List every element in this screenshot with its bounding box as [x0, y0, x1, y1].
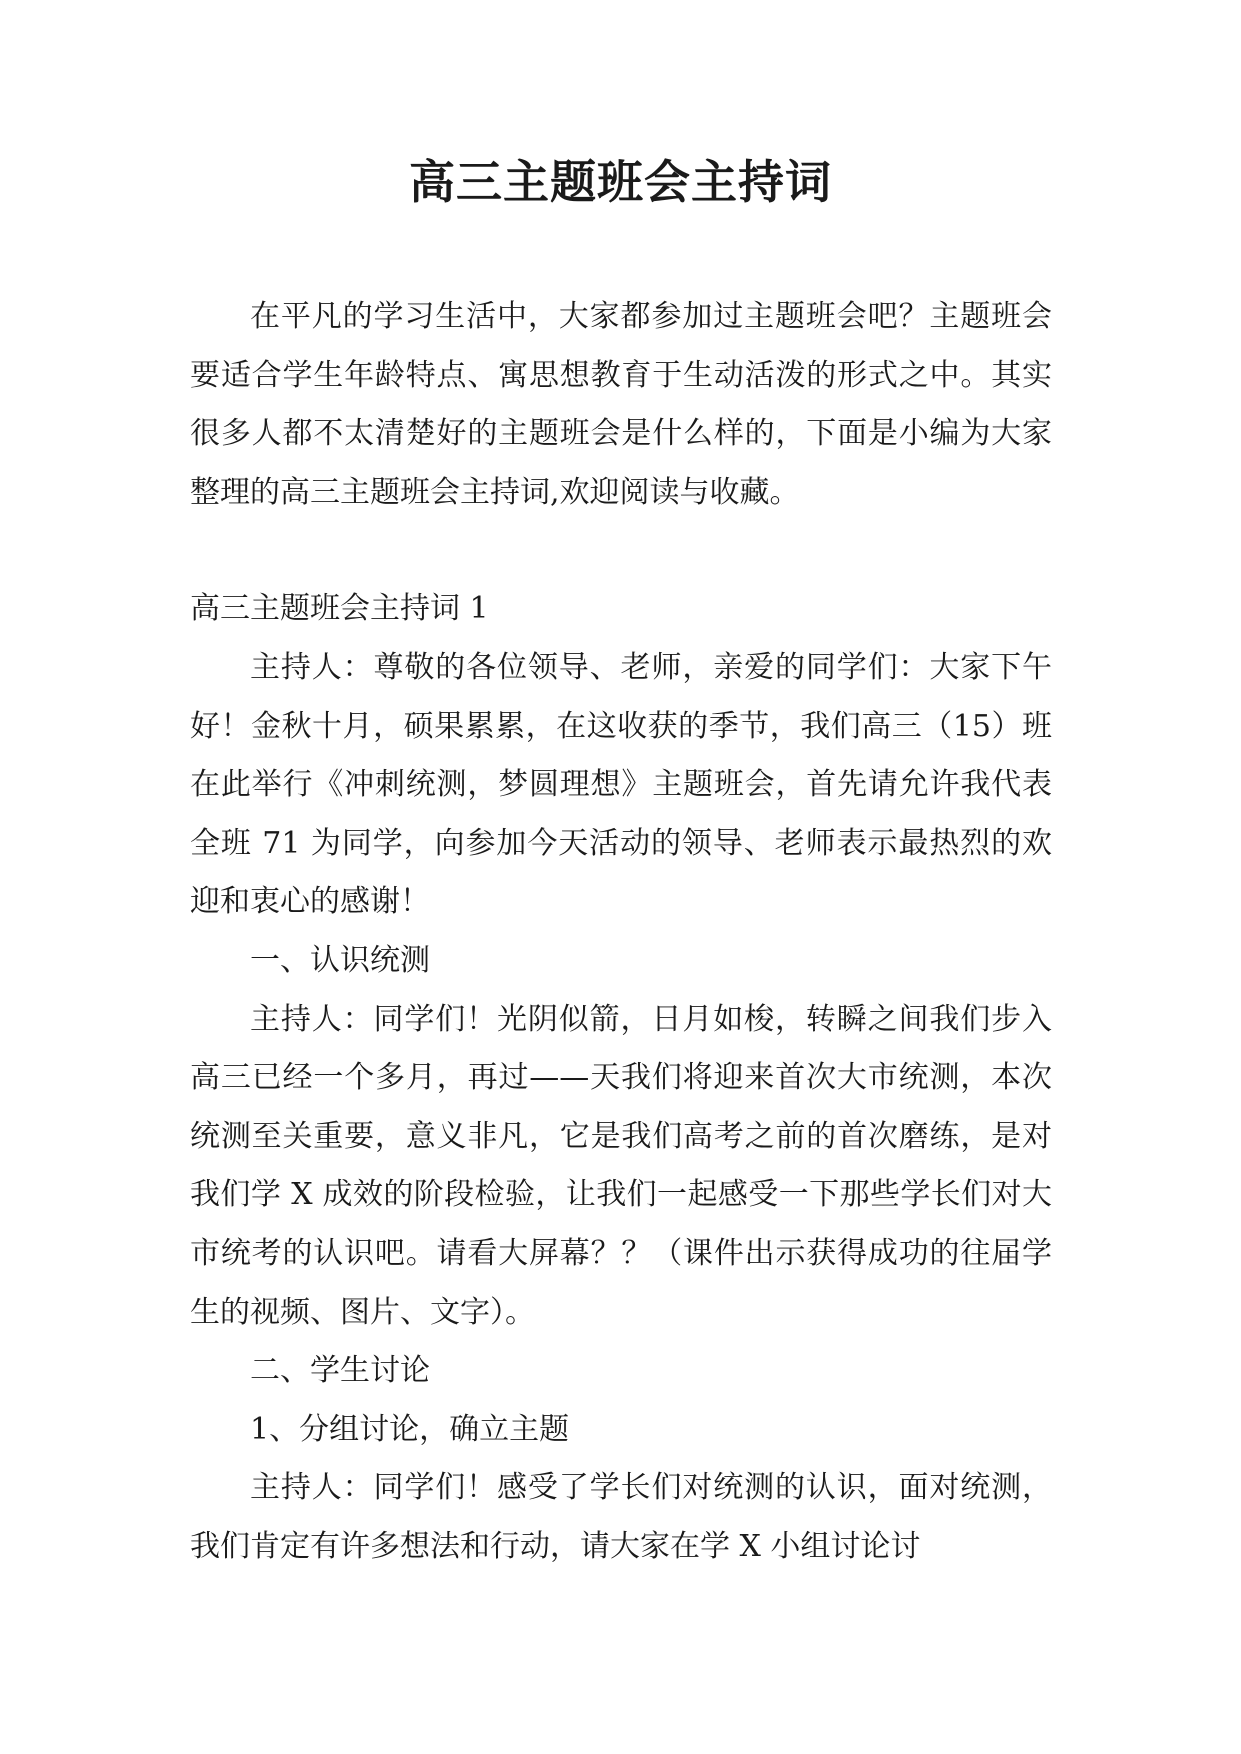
body-paragraph: 主持人：同学们！感受了学长们对统测的认识，面对统测，我们肯定有许多想法和行动，请大家在学 X 小组讨论讨 — [190, 1470, 1052, 1564]
section-subheading: 一、认识统测 — [250, 942, 430, 978]
section-heading: 高三主题班会主持词 1 — [190, 591, 489, 627]
paragraph-spacer — [190, 522, 1052, 580]
intro-paragraph: 在平凡的学习生活中，大家都参加过主题班会吧？主题班会要适合学生年龄特点、寓思想教育于生动活泼的形式之中。其实很多人都不太清楚好的主题班会是什么样的，下面是小编为大家整理的高三主题班会主持词,欢迎阅读与收藏。 — [190, 299, 1052, 510]
section-subheading: 二、学生讨论 — [250, 1353, 430, 1389]
body-paragraph: 主持人：同学们！光阴似箭，日月如梭，转瞬之间我们步入高三已经一个多月，再过——天我们将迎来首次大市统测，本次统测至关重要，意义非凡，它是我们高考之前的首次磨练，是对我们学 X 成效的阶段检验，让我们一起感受一下那些学长们对大市统考的认识吧。请看大屏幕？？（课件出示获得成功的往届学生的视频、图片、文字）。 — [190, 1001, 1052, 1330]
document-body — [190, 288, 1052, 1576]
body-paragraph: 主持人：尊敬的各位领导、老师，亲爱的同学们：大家下午好！金秋十月，硕果累累，在这收获的季节，我们高三（15）班在此举行《冲刺统测，梦圆理想》主题班会，首先请允许我代表全班 71 为同学，向参加今天活动的领导、老师表示最热烈的欢迎和衷心的感谢！ — [190, 649, 1052, 920]
document-title: 高三主题班会主持词 — [409, 155, 832, 209]
section-subheading: 1、分组讨论，确立主题 — [250, 1411, 570, 1447]
